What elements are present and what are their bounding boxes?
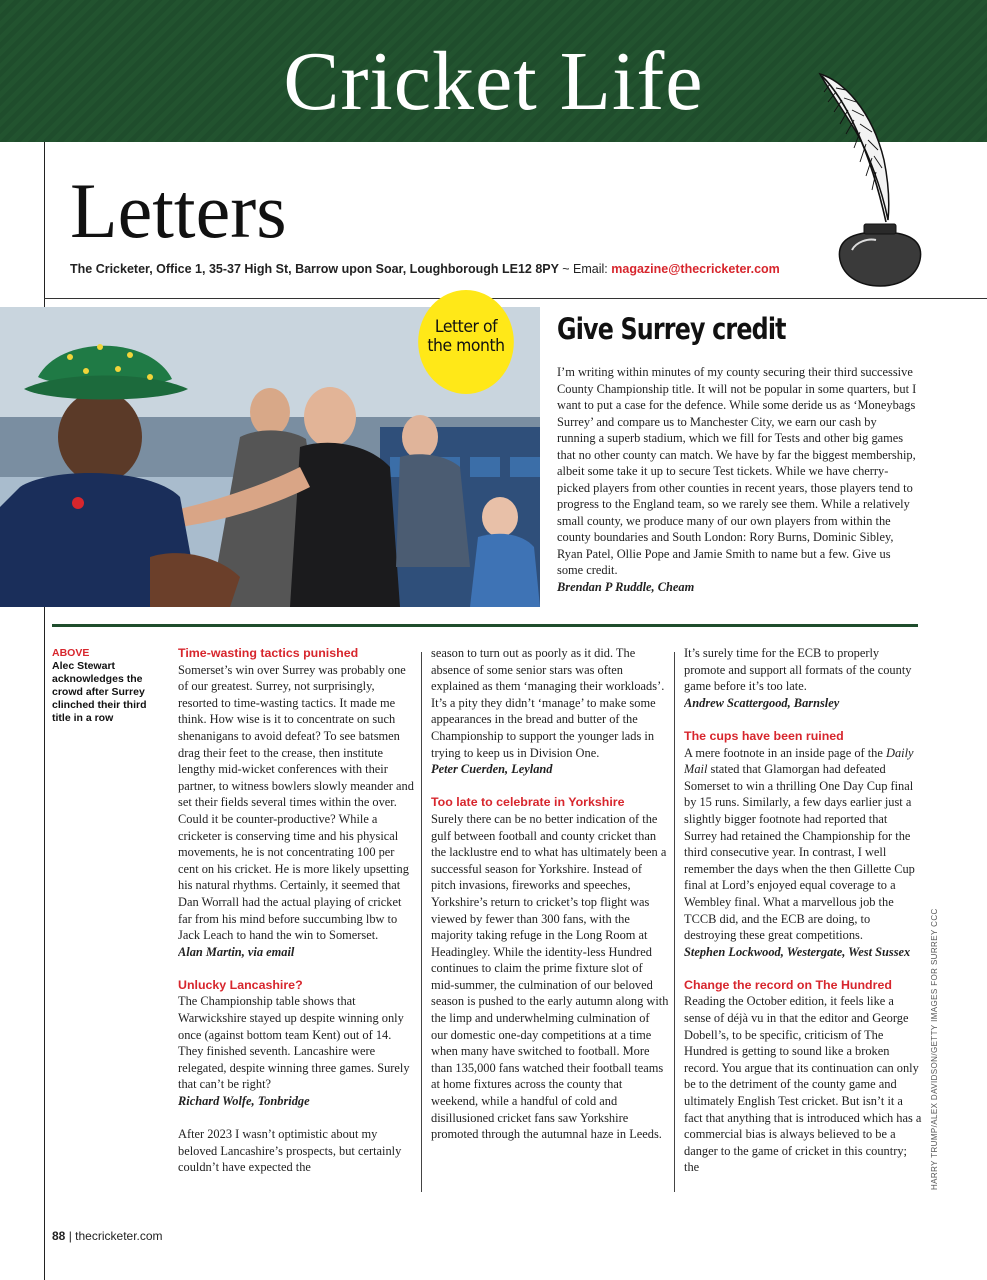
letter-heading: Unlucky Lancashire? — [178, 977, 303, 992]
section-divider — [52, 624, 918, 627]
page-footer — [52, 1229, 163, 1243]
letter-body: Surely there can be no better indication of the gulf between football and county cricket than the lacklustre end to what has ultimately been a successful season for Yorkshire. Instead of pitch invasions, fireworks and speeches, Yorkshire’s return to cricket’s top flight was viewed by fewer than 300 fans, with the majority taking refuge in the Long Room at Headingley. While the identity-less Hundred continues to claim the prime fixture slot of mid-summer, the culmination of our beloved season is pushed to the early autumn along with the limp and underwhelming culmination of our domestic one-day competitions at a time when many have switched to football. More than 135,000 fans watched their football teams at home fixtures across the county that weekend, while a handful of cold and disillusioned cricket fans saw Yorkshire promoted through the autumnal haze in Leeds. — [431, 811, 669, 1142]
letter-of-month-signature: Brendan P Ruddle, Cheam — [557, 579, 695, 594]
letter-of-month-body — [557, 364, 917, 595]
letter-heading: The cups have been ruined — [684, 728, 844, 743]
letter-body: After 2023 I wasn’t optimistic about my beloved Lancashire’s prospects, but certainly couldn’t have expected the — [178, 1127, 402, 1175]
letter-heading: Change the record on The Hundred — [684, 977, 892, 992]
letter-of-month-headline: Give Surrey credit — [557, 312, 786, 346]
header-rule — [44, 298, 987, 299]
footer-site[interactable]: thecricketer.com — [75, 1229, 163, 1243]
postal-address: The Cricketer, Office 1, 35-37 High St, Barrow upon Soar, Loughborough LE12 8PY — [70, 262, 559, 276]
letter-body: A mere footnote in an inside page of the — [684, 745, 883, 760]
badge-line-1: Letter of — [434, 317, 498, 337]
page-title: Letters — [70, 167, 287, 254]
letter-signature: Andrew Scattergood, Barnsley — [684, 695, 840, 710]
letter-signature: Stephen Lockwood, Westergate, West Sussex — [684, 944, 911, 959]
page-number: 88 — [52, 1229, 66, 1243]
letter-of-month-text: I’m writing within minutes of my county securing their third successive County Championship title. It will not be popular in some quarters, but I want to put a case for the defence. While some deride us as ‘Moneybags Surrey’ and compare us to Manchester City, we earn our cash by running a superb stadium, which we fill for Tests and other big games that no other county can match. We have by far the biggest membership, albeit some take it up to secure Test tickets. While we have cherry-picked players from other counties in recent years, those players tend to progress to the England team, so we rarely see them. While a relatively small county, we produce many of our own players from within the county boundaries and South London: Rory Burns, Dominic Sibley, Ryan Patel, Ollie Pope and Jamie Smith to name but a few. Give us some credit. — [557, 365, 917, 577]
caption-text: Alec Stewart acknowledges the crowd after Surrey clinched their third title in a row — [52, 660, 147, 724]
letter-body: season to turn out as poorly as it did. The absence of some senior stars was often explained as them ‘managing their workloads’. It’s a pity they didn’t ‘manage’ to make some appearances in the bread and butter of the Championship to support the younger lads in trying to keep us in Division One. — [431, 646, 665, 760]
email-label: Email: — [573, 262, 608, 276]
letter-body: stated that Glamorgan had defeated Somerset to win a thrilling One Day Cup final by 15 runs. Similarly, a few days earlier just a slightly bigger footnote had reported that Surrey had retained the Championship for the third consecutive year. In contrast, I well remember the days when the then Gillette Cup final at Lord’s enjoyed equal coverage to a Wembley final. What a marvellous job the TCCB did, and the ECB are doing, to destroying these great competitions. — [684, 762, 915, 943]
letter-signature: Richard Wolfe, Tonbridge — [178, 1094, 310, 1109]
letter-heading: Time-wasting tactics punished — [178, 646, 359, 660]
letter-signature: Peter Cuerden, Leyland — [431, 762, 553, 777]
contact-address — [70, 262, 780, 276]
badge-line-2: the month — [427, 336, 505, 356]
photo-caption — [52, 647, 162, 725]
column-rule — [674, 652, 675, 1192]
letter-heading: Too late to celebrate in Yorkshire — [431, 795, 625, 810]
email-link[interactable]: magazine@thecricketer.com — [611, 262, 780, 276]
publication-name: Daily Mail — [684, 745, 914, 777]
letter-body: Somerset’s win over Surrey was probably one of our greatest. Surrey, not surprisingly, resorted to time-wasting tactics. It made me think. How wise is it to concentrate on such shenanigans to avoid defeat? To see batsmen drag their feet to the crease, then institute lengthy mid-wicket conferences with their partner, to witness bowlers slowly meander and set their fields several times within the over. Could it be counter-productive? While a cricketer is conserving time and his physical movements, he is not concentrating 100 per cent on his cricket. He is more likely upsetting his natural rhythms. Certainly, it seemed that Dan Worrall had the actual playing of cricket far from his mind before succumbing lbw to Jack Leach to hand the win to Somerset. — [178, 662, 414, 943]
letter-signature: Alan Martin, via email — [178, 944, 295, 959]
section-title: Cricket Life — [283, 35, 704, 128]
photo-credit: HARRY TRUMP/ALEX DAVIDSON/GETTY IMAGES FOR SURREY CCC — [930, 908, 939, 1190]
letters-column-2 — [431, 645, 669, 1195]
letter-body: Reading the October edition, it feels like a sense of déjà vu in that the editor and George Dobell’s, to be specific, criticism of The Hundred is getting to sound like a broken record. You argue that its continuation can only be to the detriment of the county game and ultimately English Test cricket. But isn’t it a fact that anything that is introduced which has a commercial bias is always believed to be a danger to the game of cricket in this country; the — [684, 994, 922, 1175]
letter-body: It’s surely time for the ECB to properly promote and support all formats of the county game before it’s too late. — [684, 646, 912, 694]
letters-column-1 — [178, 645, 416, 1195]
letter-of-the-month-badge — [418, 290, 514, 394]
quill-inkpot-icon — [812, 70, 922, 290]
letters-column-3 — [684, 645, 922, 1195]
column-rule — [421, 652, 422, 1192]
address-separator: ~ — [562, 262, 570, 276]
letter-body: The Championship table shows that Warwickshire stayed up despite winning only once (against bottom team Kent) out of 14. They finished seventh. Lancashire were relegated, despite winning three games. Surely that can’t be right? — [178, 994, 410, 1092]
caption-label: ABOVE — [52, 647, 90, 659]
footer-separator: | — [68, 1229, 72, 1243]
